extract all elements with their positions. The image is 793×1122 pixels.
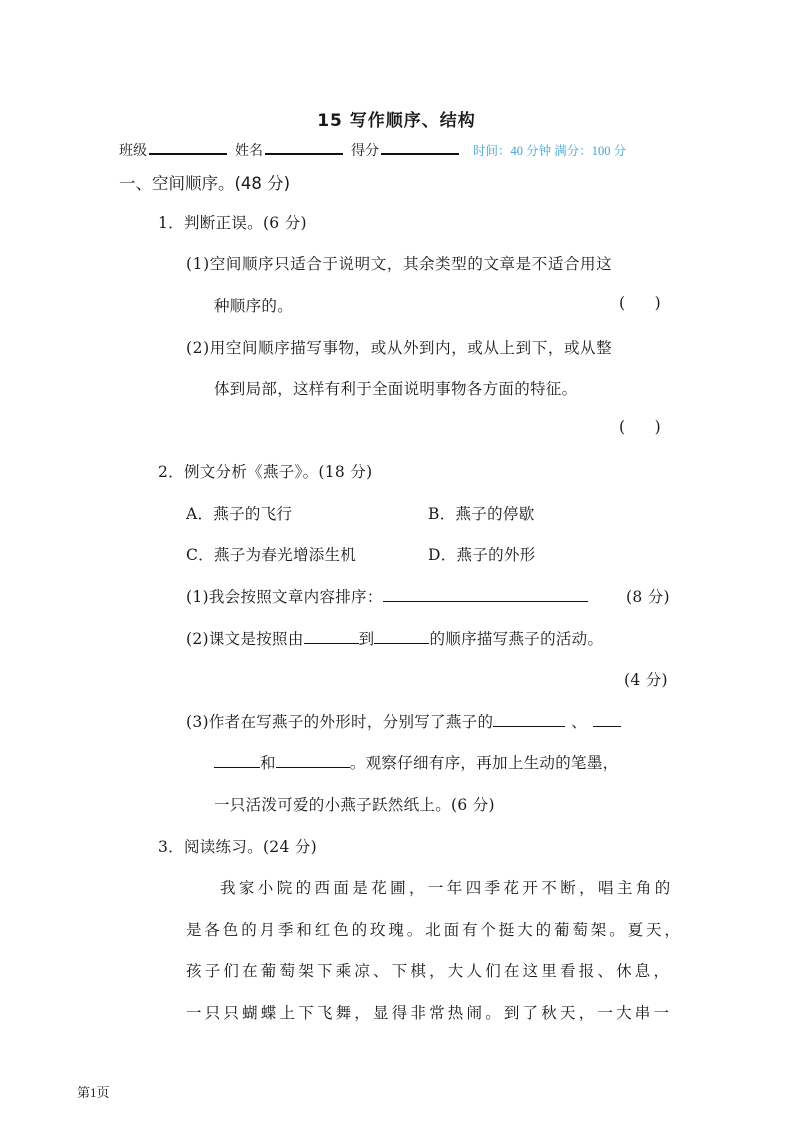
passage-line-3: 孩子们在葡萄架下乘凉、下棋，大人们在这里看报、休息， (186, 962, 673, 980)
class-field[interactable] (149, 139, 227, 155)
sub-3-and: 和 (260, 754, 276, 772)
answer-paren-1[interactable]: ( ) (619, 294, 661, 312)
option-c: C．燕子为春光增添生机 (186, 546, 357, 564)
worksheet-title: 15 写作顺序、结构 (317, 111, 476, 131)
feature-blank-1[interactable] (493, 711, 565, 727)
sub-3-text-1: (3)作者在写燕子的外形时，分别写了燕子的 (186, 713, 494, 731)
question-1-stem: 1．判断正误。(6 分) (158, 214, 307, 232)
question-1-item-1-line-1: (1)空间顺序只适合于说明文，其余类型的文章是不适合用这 (186, 255, 613, 273)
passage-line-1: 我家小院的西面是花圃，一年四季花开不断，唱主角的 (220, 879, 674, 897)
passage-line-2: 是各色的月季和红色的玫瑰。北面有个挺大的葡萄架。夏天， (186, 921, 683, 939)
sub-1-text: (1)我会按照文章内容排序： (186, 588, 383, 606)
feature-blank-3[interactable] (276, 752, 350, 768)
student-info-line (119, 139, 626, 160)
sub-2-text-b: 到 (358, 630, 375, 648)
question-3-stem: 3．阅读练习。(24 分) (158, 838, 318, 856)
question-1-item-2-line-2: 体到局部，这样有利于全面说明事物各方面的特征。 (214, 380, 578, 398)
answer-paren-2[interactable]: ( ) (619, 418, 661, 436)
sub-2-text-a: (2)课文是按照由 (186, 630, 304, 648)
option-d: D．燕子的外形 (428, 546, 536, 564)
question-1-item-2-line-1: (2)用空间顺序描写事物，或从外到内，或从上到下，或从整 (186, 339, 613, 357)
option-b: B．燕子的停歇 (428, 505, 535, 523)
name-label: 姓名 (235, 143, 263, 159)
question-2-sub-3-line-3: 一只活泼可爱的小燕子跃然纸上。(6 分) (214, 796, 495, 814)
score-field[interactable] (381, 139, 459, 155)
page-number: 第1页 (77, 1085, 110, 1100)
sub-3-text-2: 。观察仔细有序，再加上生动的笔墨， (349, 754, 619, 772)
question-2-stem: 2．例文分析《燕子》。(18 分) (158, 463, 373, 481)
section-heading: 一、空间顺序。(48 分) (119, 174, 291, 193)
feature-blank-2-part-2[interactable] (214, 752, 260, 768)
sub-2-score: (4 分) (624, 671, 668, 689)
sub-3-sep: 、 (571, 713, 588, 731)
question-2-sub-2 (186, 627, 603, 649)
question-1-item-1-line-2: 种顺序的。 (214, 297, 294, 315)
to-blank[interactable] (374, 628, 429, 644)
sub-2-text-c: 的顺序描写燕子的活动。 (429, 630, 604, 648)
sub-1-score: (8 分) (626, 588, 670, 606)
question-2-sub-1 (186, 585, 588, 607)
class-label: 班级 (119, 143, 147, 159)
feature-blank-2-part-1[interactable] (593, 711, 621, 727)
from-blank[interactable] (304, 628, 359, 644)
time-score-info: 时间：40 分钟 满分：100 分 (473, 144, 627, 158)
option-a: A．燕子的飞行 (186, 505, 293, 523)
question-2-sub-3-line-2 (214, 751, 618, 773)
question-2-sub-3-line-1 (186, 710, 621, 732)
name-field[interactable] (265, 139, 343, 155)
passage-line-4: 一只只蝴蝶上下飞舞，显得非常热闹。到了秋天，一大串一 (186, 1004, 673, 1022)
order-answer-blank[interactable] (383, 586, 588, 602)
score-label: 得分 (351, 143, 379, 159)
